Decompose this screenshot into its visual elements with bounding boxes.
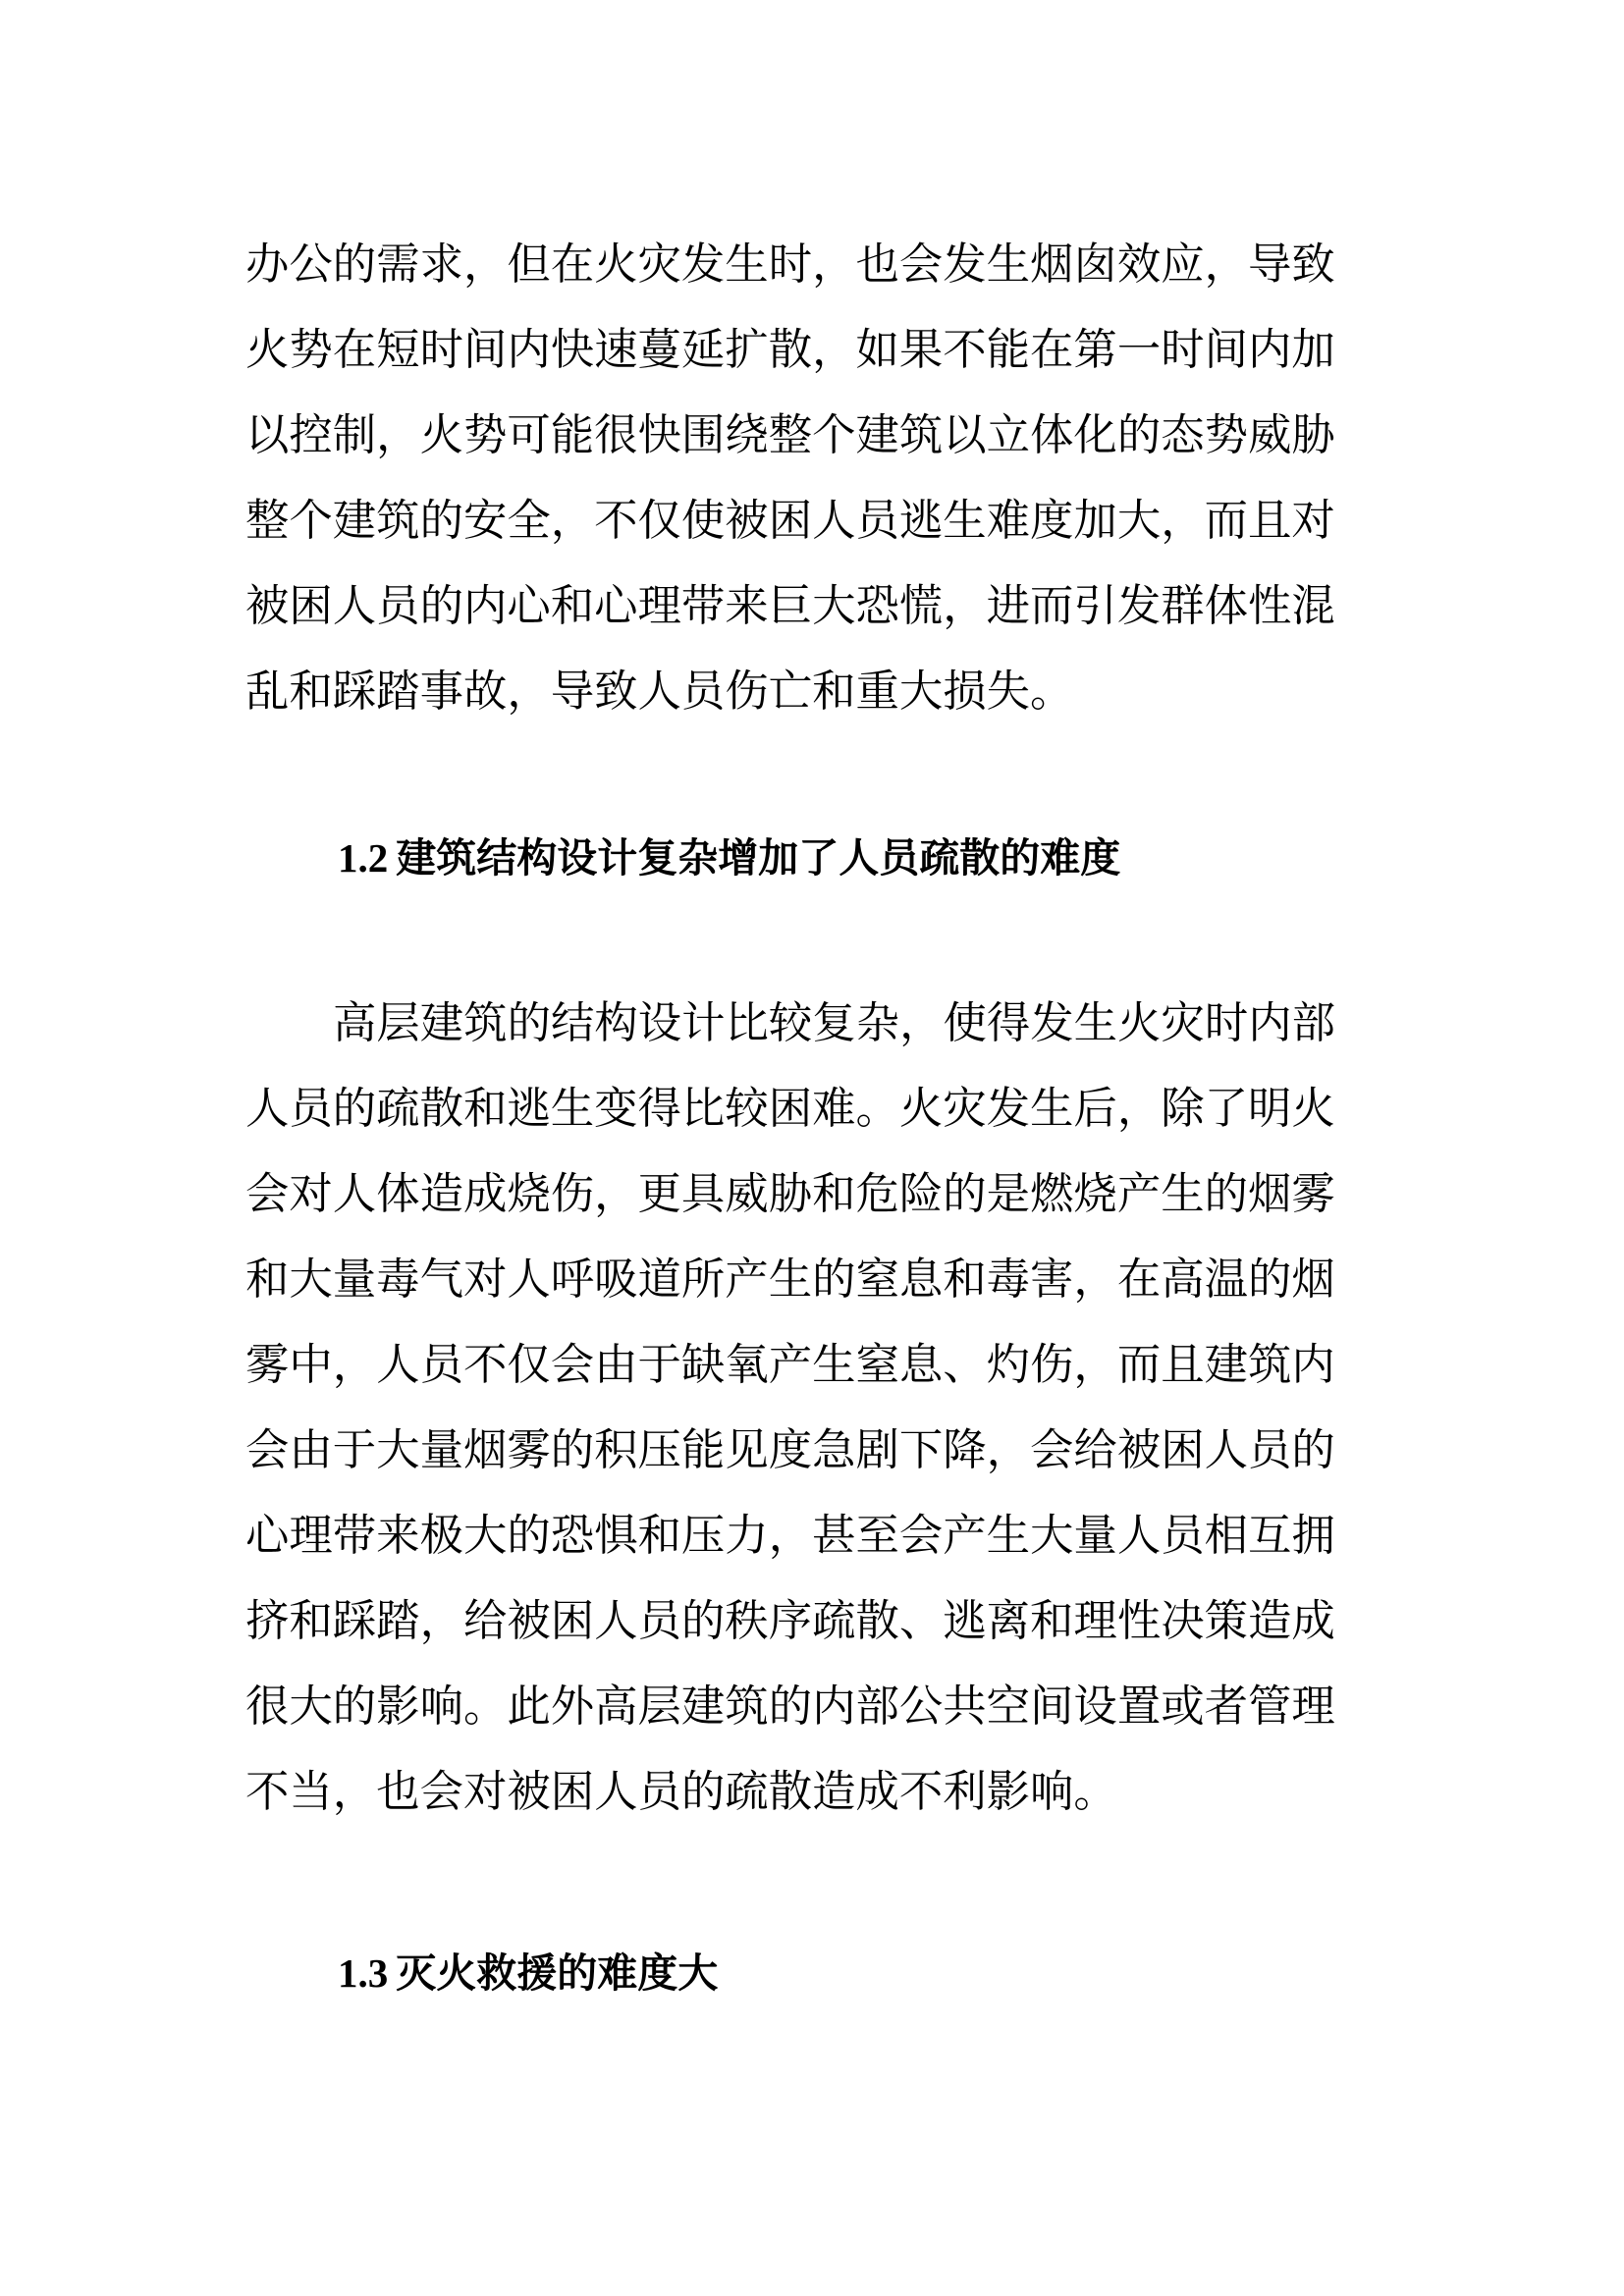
paragraph-line: 办公的需求，但在火灾发生时，也会发生烟囱效应，导致 — [245, 240, 1335, 290]
paragraph-line: 以控制，火势可能很快围绕整个建筑以立体化的态势威胁 — [245, 410, 1335, 460]
paragraph-line: 和大量毒气对人呼吸道所产生的窒息和毒害，在高温的烟 — [245, 1255, 1335, 1305]
paragraph-line: 会对人体造成烧伤，更具威胁和危险的是燃烧产生的烟雾 — [245, 1169, 1335, 1219]
section-number: 1.3 — [338, 1950, 389, 1996]
section-title: 灭火救援的难度大 — [396, 1949, 719, 1997]
paragraph-line: 火势在短时间内快速蔓延扩散，如果不能在第一时间内加 — [245, 325, 1335, 375]
section-heading-1-2 — [338, 828, 1120, 887]
paragraph-line: 被困人员的内心和心理带来巨大恐慌，进而引发群体性混 — [245, 581, 1335, 631]
paragraph-line: 很大的影响。此外高层建筑的内部公共空间设置或者管理 — [245, 1682, 1335, 1732]
paragraph-line: 高层建筑的结构设计比较复杂，使得发生火灾时内部 — [333, 998, 1335, 1048]
paragraph-line: 整个建筑的安全，不仅使被困人员逃生难度加大，而且对 — [245, 496, 1335, 546]
paragraph-line: 会由于大量烟雾的积压能见度急剧下降，会给被困人员的 — [245, 1425, 1335, 1475]
paragraph-line: 不当，也会对被困人员的疏散造成不利影响。 — [245, 1767, 1117, 1817]
paragraph-line: 乱和踩踏事故，导致人员伤亡和重大损失。 — [245, 667, 1074, 717]
section-number: 1.2 — [338, 835, 389, 881]
paragraph-line: 人员的疏散和逃生变得比较困难。火灾发生后，除了明火 — [245, 1084, 1335, 1134]
paragraph-line: 挤和踩踏，给被困人员的秩序疏散、逃离和理性决策造成 — [245, 1596, 1335, 1646]
paragraph-line: 雾中，人员不仅会由于缺氧产生窒息、灼伤，而且建筑内 — [245, 1340, 1335, 1390]
section-heading-1-3 — [338, 1944, 718, 2002]
section-title: 建筑结构设计复杂增加了人员疏散的难度 — [396, 834, 1121, 881]
paragraph-line: 心理带来极大的恐惧和压力，甚至会产生大量人员相互拥 — [245, 1511, 1335, 1561]
